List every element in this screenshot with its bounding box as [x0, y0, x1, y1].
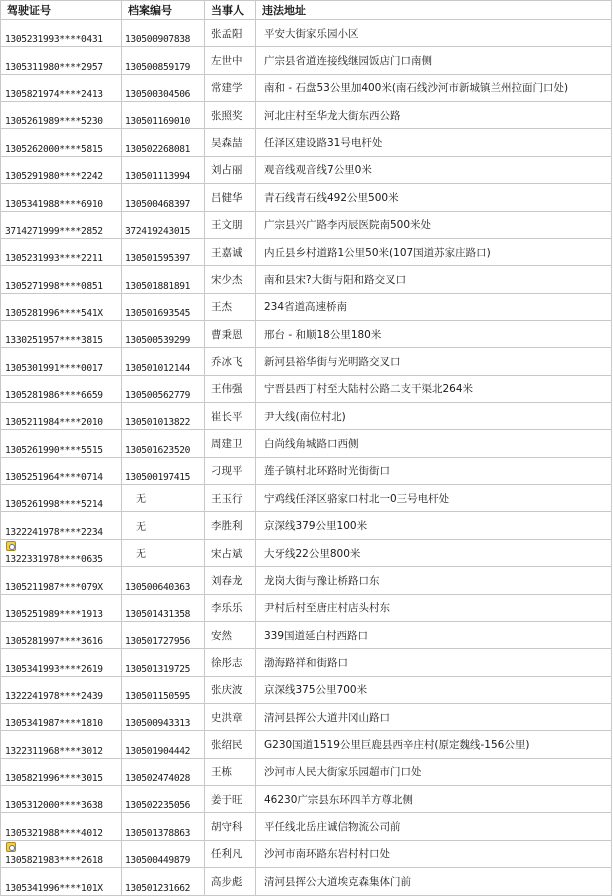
file-number-cell: 130501727956: [122, 621, 205, 648]
file-number-cell: 130501319725: [122, 649, 205, 676]
location-cell: 莲子镇村北环路时光街街口: [256, 457, 612, 484]
table-row: [1, 156, 612, 183]
license-number: 1305311980****2957: [5, 61, 103, 73]
license-number-cell: [1, 758, 122, 785]
location-cell: 46230广宗县东环四羊方尊北侧: [256, 786, 612, 813]
license-number-cell: [1, 813, 122, 840]
table-row: [1, 621, 612, 648]
table-row: [1, 813, 612, 840]
party-name-cell: 刁现平: [205, 457, 256, 484]
license-number-cell: [1, 485, 122, 512]
file-number-cell: 130501623520: [122, 430, 205, 457]
location-cell: 白尚线角城路口西侧: [256, 430, 612, 457]
license-number: 1305821983****2618: [5, 855, 103, 867]
location-cell: 清河县挥公大道埃克森集体门前: [256, 868, 612, 895]
license-number: 1322241978****2234: [5, 526, 103, 538]
location-cell: 尹大线(南位村北): [256, 403, 612, 430]
location-cell: 内丘县乡村道路1公里50米(107国道苏家庄路口): [256, 238, 612, 265]
license-number-cell: [1, 184, 122, 211]
table-row: [1, 211, 612, 238]
license-number: 1305291980****2242: [5, 171, 103, 183]
location-cell: 广宗县省道连接线继园饭店门口南侧: [256, 47, 612, 74]
file-number-cell: 130502235056: [122, 786, 205, 813]
file-number-cell: 130502474028: [122, 758, 205, 785]
location-cell: 大牙线22公里800米: [256, 539, 612, 566]
location-cell: 宁鸡线任泽区骆家口村北一0三号电杆处: [256, 485, 612, 512]
license-number: 1305211987****079X: [5, 581, 103, 593]
license-number: 1305261989****5230: [5, 116, 103, 128]
license-number-cell: [1, 102, 122, 129]
file-number-cell: 130500539299: [122, 320, 205, 347]
location-cell: 邢台 - 和顺18公里180米: [256, 320, 612, 347]
table-row: [1, 348, 612, 375]
table-row: [1, 47, 612, 74]
file-number-cell: 130500943313: [122, 703, 205, 730]
table-row: [1, 320, 612, 347]
location-cell: 京深线379公里100米: [256, 512, 612, 539]
license-number-cell: [1, 74, 122, 101]
party-name-cell: 刘占丽: [205, 156, 256, 183]
license-number: 1305231993****2211: [5, 253, 103, 265]
table-row: [1, 731, 612, 758]
file-number-cell: 130501693545: [122, 293, 205, 320]
license-number-cell: [1, 539, 122, 566]
license-number-cell: [1, 649, 122, 676]
file-number-cell: 无: [122, 512, 205, 539]
file-number-cell: 130501012144: [122, 348, 205, 375]
license-number: 1305261998****5214: [5, 499, 103, 511]
file-number-cell: 372419243015: [122, 211, 205, 238]
license-number-cell: [1, 731, 122, 758]
table-row: [1, 102, 612, 129]
license-number-cell: [1, 840, 122, 867]
table-row: [1, 430, 612, 457]
party-name-cell: 张绍民: [205, 731, 256, 758]
license-number: 1305262000****5815: [5, 143, 103, 155]
file-number-cell: 130500304506: [122, 74, 205, 101]
table-row: [1, 703, 612, 730]
license-number: 1305341996****101X: [5, 882, 103, 894]
party-name-cell: 张照奖: [205, 102, 256, 129]
party-name-cell: 胡守科: [205, 813, 256, 840]
file-number-cell: 130501881891: [122, 266, 205, 293]
file-number-cell: 130500468397: [122, 184, 205, 211]
location-cell: 宁晋县西丁村至大陆村公路二支干渠北264米: [256, 375, 612, 402]
license-number-cell: [1, 20, 122, 47]
license-number: 1305271998****0851: [5, 280, 103, 292]
location-cell: 尹村后村至唐庄村店头村东: [256, 594, 612, 621]
table-row: [1, 512, 612, 539]
file-number-cell: 无: [122, 539, 205, 566]
file-number-cell: 130500449879: [122, 840, 205, 867]
license-number: 1305321988****4012: [5, 827, 103, 839]
table-row: [1, 266, 612, 293]
license-number: 3714271999****2852: [5, 225, 103, 237]
table-row: [1, 758, 612, 785]
file-number-cell: 130501150595: [122, 676, 205, 703]
party-name-cell: 左世中: [205, 47, 256, 74]
location-cell: 平安大街家乐园小区: [256, 20, 612, 47]
file-number-cell: 130501113994: [122, 156, 205, 183]
license-number-cell: [1, 320, 122, 347]
file-number-cell: 130500859179: [122, 47, 205, 74]
yellow-badge-icon: [6, 541, 16, 551]
party-name-cell: 任利凡: [205, 840, 256, 867]
party-name-cell: 吕健华: [205, 184, 256, 211]
table-row: [1, 74, 612, 101]
table-row: [1, 129, 612, 156]
party-name-cell: 宋占斌: [205, 539, 256, 566]
party-name-cell: 张孟阳: [205, 20, 256, 47]
party-name-cell: 周建卫: [205, 430, 256, 457]
table-row: [1, 649, 612, 676]
location-cell: 沙河市人民大街家乐园超市门口处: [256, 758, 612, 785]
file-number-cell: 130501378863: [122, 813, 205, 840]
license-number-cell: [1, 457, 122, 484]
license-number: 1322331978****0635: [5, 554, 103, 566]
party-name-cell: 李胜利: [205, 512, 256, 539]
license-number-cell: [1, 129, 122, 156]
location-cell: 南和县宋?大街与阳和路交叉口: [256, 266, 612, 293]
table-row: [1, 457, 612, 484]
table-row: [1, 293, 612, 320]
license-number-cell: [1, 703, 122, 730]
party-name-cell: 常建学: [205, 74, 256, 101]
file-number-cell: 130501231662: [122, 868, 205, 895]
party-name-cell: 王嘉诚: [205, 238, 256, 265]
party-name-cell: 吴森喆: [205, 129, 256, 156]
license-number: 1305281986****6659: [5, 390, 103, 402]
header-row: [1, 1, 612, 20]
table-row: [1, 539, 612, 566]
party-name-cell: 史洪章: [205, 703, 256, 730]
file-number-cell: 130500562779: [122, 375, 205, 402]
location-cell: 339国道延白村西路口: [256, 621, 612, 648]
party-name-cell: 王杰: [205, 293, 256, 320]
license-number-cell: [1, 211, 122, 238]
license-number-cell: [1, 348, 122, 375]
party-name-cell: 安然: [205, 621, 256, 648]
license-number-cell: [1, 156, 122, 183]
license-number: 1305251964****0714: [5, 472, 103, 484]
license-number: 1305211984****2010: [5, 417, 103, 429]
license-number-cell: [1, 293, 122, 320]
file-number-cell: 130501013822: [122, 403, 205, 430]
party-name-cell: 姜于旺: [205, 786, 256, 813]
location-cell: 京深线375公里700米: [256, 676, 612, 703]
license-number-cell: [1, 786, 122, 813]
license-number: 1322311968****3012: [5, 745, 103, 757]
license-number-cell: [1, 266, 122, 293]
location-cell: 沙河市南环路东岩村村口处: [256, 840, 612, 867]
party-name-cell: 乔冰飞: [205, 348, 256, 375]
license-number-cell: [1, 567, 122, 594]
license-number: 1305231993****0431: [5, 34, 103, 46]
file-number-cell: 130500197415: [122, 457, 205, 484]
license-number: 1305281997****3616: [5, 636, 103, 648]
party-name-cell: 徐彤志: [205, 649, 256, 676]
license-number-cell: [1, 238, 122, 265]
license-number-cell: [1, 594, 122, 621]
party-name-cell: 张庆波: [205, 676, 256, 703]
table-row: [1, 375, 612, 402]
table-row: [1, 868, 612, 895]
table-row: [1, 786, 612, 813]
header-license: 驾驶证号: [1, 1, 122, 20]
license-number-cell: [1, 430, 122, 457]
file-number-cell: 130501169010: [122, 102, 205, 129]
license-number-cell: [1, 512, 122, 539]
location-cell: 南和 - 石盘53公里加400米(南石线沙河市新城镇兰州拉面门口处): [256, 74, 612, 101]
license-number: 1322241978****2439: [5, 690, 103, 702]
license-number: 1305821974****2413: [5, 89, 103, 101]
table-row: [1, 840, 612, 867]
party-name-cell: 李乐乐: [205, 594, 256, 621]
header-location: 违法地址: [256, 1, 612, 20]
party-name-cell: 崔长平: [205, 403, 256, 430]
license-number: 1305341988****6910: [5, 198, 103, 210]
location-cell: 龙岗大街与豫让桥路口东: [256, 567, 612, 594]
license-number-cell: [1, 868, 122, 895]
party-name-cell: 高步彪: [205, 868, 256, 895]
location-cell: 234省道高速桥南: [256, 293, 612, 320]
license-number-cell: [1, 47, 122, 74]
party-name-cell: 宋少杰: [205, 266, 256, 293]
license-number-cell: [1, 676, 122, 703]
location-cell: 青石线青石线492公里500米: [256, 184, 612, 211]
party-name-cell: 曹秉恩: [205, 320, 256, 347]
file-number-cell: 130500640363: [122, 567, 205, 594]
file-number-cell: 130501904442: [122, 731, 205, 758]
location-cell: 观音线观音线7公里0米: [256, 156, 612, 183]
license-number-cell: [1, 403, 122, 430]
table-row: [1, 594, 612, 621]
location-cell: 新河县裕华街与光明路交叉口: [256, 348, 612, 375]
location-cell: 广宗县兴广路李丙辰医院南500米处: [256, 211, 612, 238]
location-cell: 任泽区建设路31号电杆处: [256, 129, 612, 156]
license-number: 1305251989****1913: [5, 608, 103, 620]
license-number: 1305312000****3638: [5, 800, 103, 812]
license-number-cell: [1, 621, 122, 648]
file-number-cell: 130500907838: [122, 20, 205, 47]
table-row: [1, 20, 612, 47]
file-number-cell: 130501431358: [122, 594, 205, 621]
file-number-cell: 无: [122, 485, 205, 512]
location-cell: 平任线北岳庄诚信物流公司前: [256, 813, 612, 840]
table-row: [1, 403, 612, 430]
table-row: [1, 567, 612, 594]
table-row: [1, 676, 612, 703]
license-number: 1305261990****5515: [5, 444, 103, 456]
license-number: 1305821996****3015: [5, 773, 103, 785]
party-name-cell: 王伟强: [205, 375, 256, 402]
license-number: 1305341987****1810: [5, 718, 103, 730]
location-cell: 河北庄村至华龙大街东西公路: [256, 102, 612, 129]
table-row: [1, 485, 612, 512]
party-name-cell: 王玉行: [205, 485, 256, 512]
file-number-cell: 130501595397: [122, 238, 205, 265]
file-number-cell: 130502268081: [122, 129, 205, 156]
license-number-cell: [1, 375, 122, 402]
location-cell: G230国道1519公里巨鹿县西辛庄村(原定魏线-156公里): [256, 731, 612, 758]
table-row: [1, 238, 612, 265]
license-number: 1305281996****541X: [5, 307, 103, 319]
license-number: 1305341993****2619: [5, 663, 103, 675]
location-cell: 清河县挥公大道井冈山路口: [256, 703, 612, 730]
party-name-cell: 王文朋: [205, 211, 256, 238]
yellow-badge-icon: [6, 842, 16, 852]
header-party: 当事人: [205, 1, 256, 20]
table-row: [1, 184, 612, 211]
license-number: 1305301991****0017: [5, 362, 103, 374]
header-file-number: 档案编号: [122, 1, 205, 20]
license-number: 1330251957****3815: [5, 335, 103, 347]
party-name-cell: 刘春龙: [205, 567, 256, 594]
party-name-cell: 王栋: [205, 758, 256, 785]
location-cell: 渤海路祥和街路口: [256, 649, 612, 676]
